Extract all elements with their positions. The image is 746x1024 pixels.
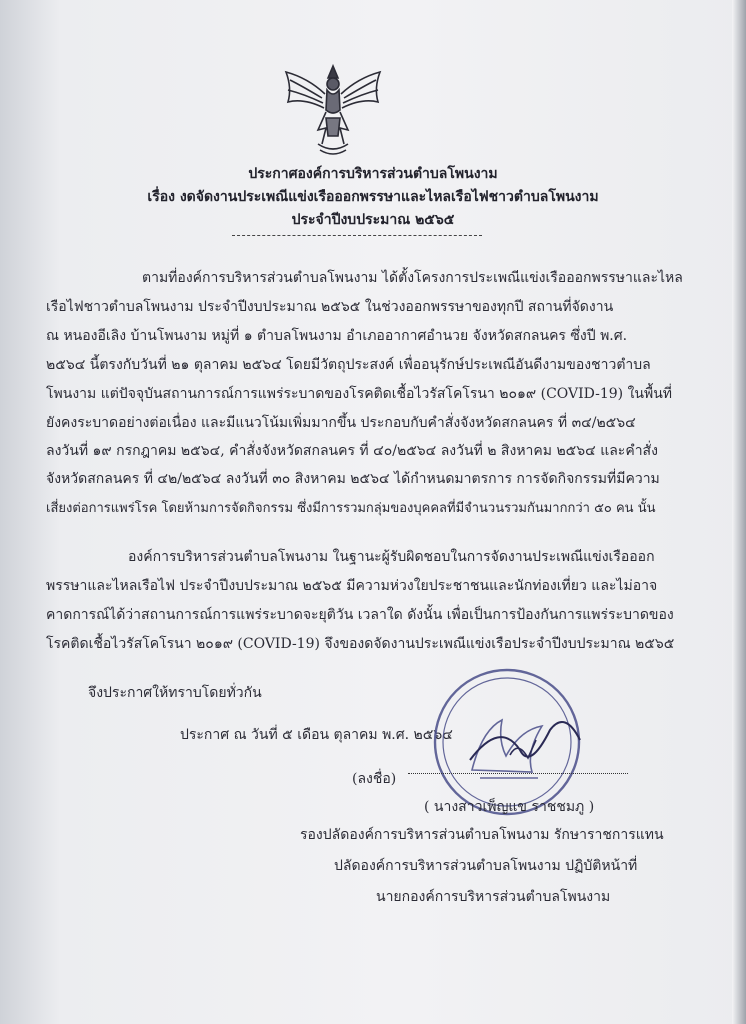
para1-line: โพนงาม แต่ปัจจุบันสถานการณ์การแพร่ระบาดของโรคติดเชื้อไวรัสโคโรนา ๒๐๑๙ (COVID-19) ในพื้นที่ bbox=[46, 386, 673, 402]
signer-title-line: ปลัดองค์การบริหารส่วนตำบลโพนงาม ปฏิบัติหน้าที่ bbox=[334, 858, 638, 874]
para1-line: เสี่ยงต่อการแพร่โรค โดยห้ามการจัดกิจกรรม ซึ่งมีการรวมกลุ่มของบุคคลที่มีจำนวนรวมกันมากกว่า ๕๐ คน นั้น bbox=[46, 501, 656, 516]
para1-line: ๒๕๖๔ นี้ตรงกับวันที่ ๒๑ ตุลาคม ๒๕๖๔ โดยมีวัตถุประสงค์ เพื่ออนุรักษ์ประเพณีอันดีงามของชาวตำบล bbox=[46, 357, 651, 373]
closing-statement: จึงประกาศให้ทราบโดยทั่วกัน bbox=[88, 685, 262, 701]
para1-line: จังหวัดสกลนคร ที่ ๔๒/๒๕๖๔ ลงวันที่ ๓๐ สิงหาคม ๒๕๖๔ ได้กำหนดมาตรการ การจัดกิจกรรมที่มีความ bbox=[46, 471, 660, 487]
para1-line: ณ หนองอีเลิง บ้านโพนงาม หมู่ที่ ๑ ตำบลโพนงาม อำเภออากาศอำนวย จังหวัดสกลนคร ซึ่งปี พ.ศ. bbox=[46, 328, 628, 344]
para2-line: พรรษาและไหลเรือไฟ ประจำปีงบประมาณ ๒๕๖๕ มีความห่วงใยประชาชนและนักท่องเที่ยว และไม่อาจ bbox=[46, 578, 658, 594]
para1-line: ลงวันที่ ๑๙ กรกฎาคม ๒๕๖๔, คำสั่งจังหวัดสกลนคร ที่ ๔๐/๒๕๖๔ ลงวันที่ ๒ สิงหาคม ๒๕๖๔ และคำสั่ง bbox=[46, 443, 658, 459]
handwritten-signature-icon bbox=[440, 700, 590, 780]
sign-label: (ลงชื่อ) bbox=[352, 771, 397, 787]
para1-line: ตามที่องค์การบริหารส่วนตำบลโพนงาม ได้ตั้งโครงการประเพณีแข่งเรือออกพรรษาและไหล bbox=[142, 270, 683, 286]
signer-title-line: นายกองค์การบริหารส่วนตำบลโพนงาม bbox=[376, 889, 611, 905]
garuda-emblem-icon bbox=[278, 58, 388, 160]
announcement-date: ประกาศ ณ วันที่ ๕ เดือน ตุลาคม พ.ศ. ๒๕๖๔ bbox=[180, 727, 453, 743]
page-edge-shadow bbox=[732, 0, 746, 1024]
announcement-subject: เรื่อง งดจัดงานประเพณีแข่งเรือออกพรรษาและไหลเรือไฟชาวตำบลโพนงาม bbox=[147, 189, 599, 205]
para2-line: องค์การบริหารส่วนตำบลโพนงาม ในฐานะผู้รับผิดชอบในการจัดงานประเพณีแข่งเรือออก bbox=[128, 549, 655, 565]
signer-title-line: รองปลัดองค์การบริหารส่วนตำบลโพนงาม รักษาราชการแทน bbox=[300, 827, 664, 843]
signer-name: ( นางสาวเพ็ญแข ราชชมภู ) bbox=[424, 799, 595, 815]
announcement-title: ประกาศองค์การบริหารส่วนตำบลโพนงาม bbox=[248, 166, 498, 182]
signature-line bbox=[408, 773, 628, 774]
para2-line: คาดการณ์ได้ว่าสถานการณ์การแพร่ระบาดจะยุติวัน เวลาใด ดังนั้น เพื่อเป็นการป้องกันการแพร่ระบาดของ bbox=[46, 607, 674, 623]
para2-line: โรคติดเชื้อไวรัสโคโรนา ๒๐๑๙ (COVID-19) จึงของดจัดงานประเพณีแข่งเรือประจำปีงบประมาณ ๒๕๖๕ bbox=[46, 636, 675, 652]
para1-line: ยังคงระบาดอย่างต่อเนื่อง และมีแนวโน้มเพิ่มมากขึ้น ประกอบกับคำสั่งจังหวัดสกลนคร ที่ ๓๔/๒๕๖๔ bbox=[46, 415, 636, 431]
para1-line: เรือไฟชาวตำบลโพนงาม ประจำปีงบประมาณ ๒๕๖๕ ในช่วงออกพรรษาของทุกปี สถานที่จัดงาน bbox=[46, 299, 614, 315]
header-divider bbox=[232, 235, 482, 236]
announcement-fiscal-year: ประจำปีงบประมาณ ๒๕๖๕ bbox=[291, 212, 455, 228]
